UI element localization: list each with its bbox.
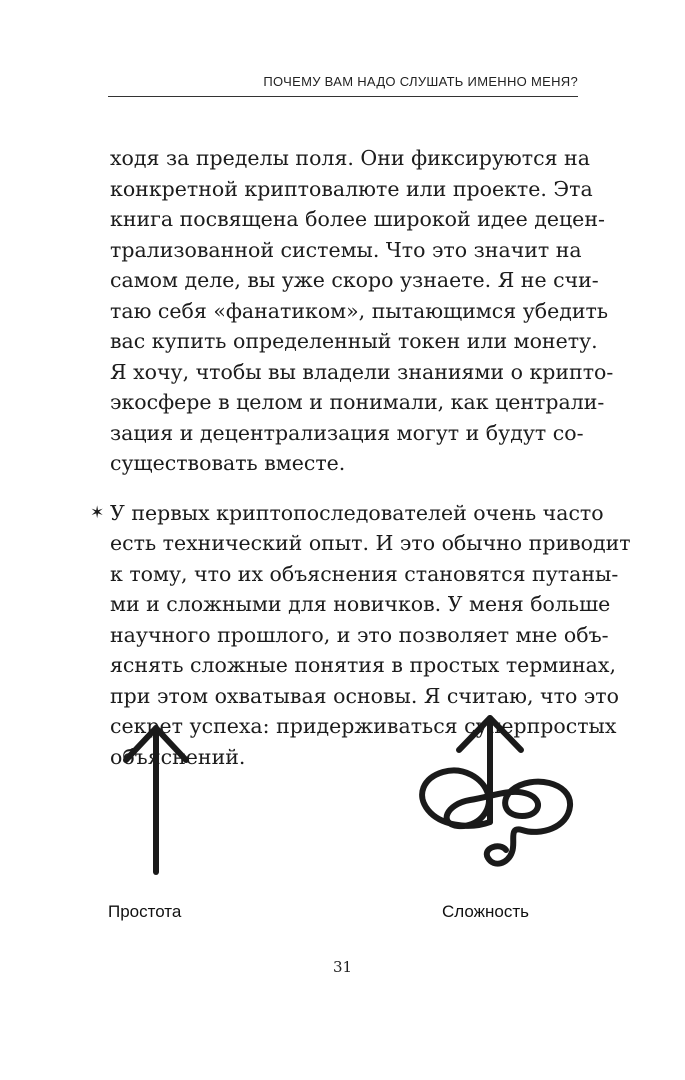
text-line: зация и децентрализация могут и будут со- xyxy=(110,420,584,445)
text-line: конкретной криптовалюте или проекте. Эта xyxy=(110,176,593,201)
running-head: ПОЧЕМУ ВАМ НАДО СЛУШАТЬ ИМЕННО МЕНЯ? xyxy=(263,74,578,89)
text-line: таю себя «фанатиком», пытающимся убедить xyxy=(110,298,609,323)
text-line: яснять сложные понятия в простых терминах, xyxy=(110,653,616,677)
tangled-arrow-icon xyxy=(422,718,570,864)
text-line: секрет успеха: придерживаться суперпростых xyxy=(110,714,617,738)
text-line: экосфере в целом и понимали, как централи- xyxy=(110,390,605,414)
page-number: 31 xyxy=(332,958,353,976)
text-line: объяснений. xyxy=(110,744,246,769)
text-line: при этом охватывая основы. Я считаю, что это xyxy=(110,683,619,708)
text-line: книга посвящена более широкой идее децен- xyxy=(110,207,605,231)
header-rule xyxy=(108,96,578,97)
text-line: Я хочу, чтобы вы владели знаниями о крипто- xyxy=(110,359,614,384)
simplicity-caption: Простота xyxy=(108,902,182,921)
paragraph-continuation xyxy=(110,143,614,479)
text-line: есть технический опыт. И это обычно приводит xyxy=(110,531,631,555)
text-line: ми и сложными для новичков. У меня больше xyxy=(110,592,611,616)
text-line: вас купить определенный токен или монету. xyxy=(110,329,598,353)
star-bullet-icon: ✶ xyxy=(90,502,105,523)
text-line: научного прошлого, и это позволяет мне объ- xyxy=(110,622,609,647)
page-body xyxy=(90,143,631,772)
text-line: самом деле, вы уже скоро узнаете. Я не счи- xyxy=(110,268,599,292)
text-line: к тому, что их объяснения становятся путаны- xyxy=(110,561,619,586)
text-line: У первых криптопоследователей очень часто xyxy=(110,500,604,525)
text-line: трализованной системы. Что это значит на xyxy=(110,237,582,262)
straight-arrow-icon xyxy=(126,728,186,872)
text-line: существовать вместе. xyxy=(110,451,346,475)
complexity-caption: Сложность xyxy=(442,902,530,921)
simplicity-complexity-illustration xyxy=(0,700,685,940)
text-line: ходя за пределы поля. Они фиксируются на xyxy=(110,146,590,170)
